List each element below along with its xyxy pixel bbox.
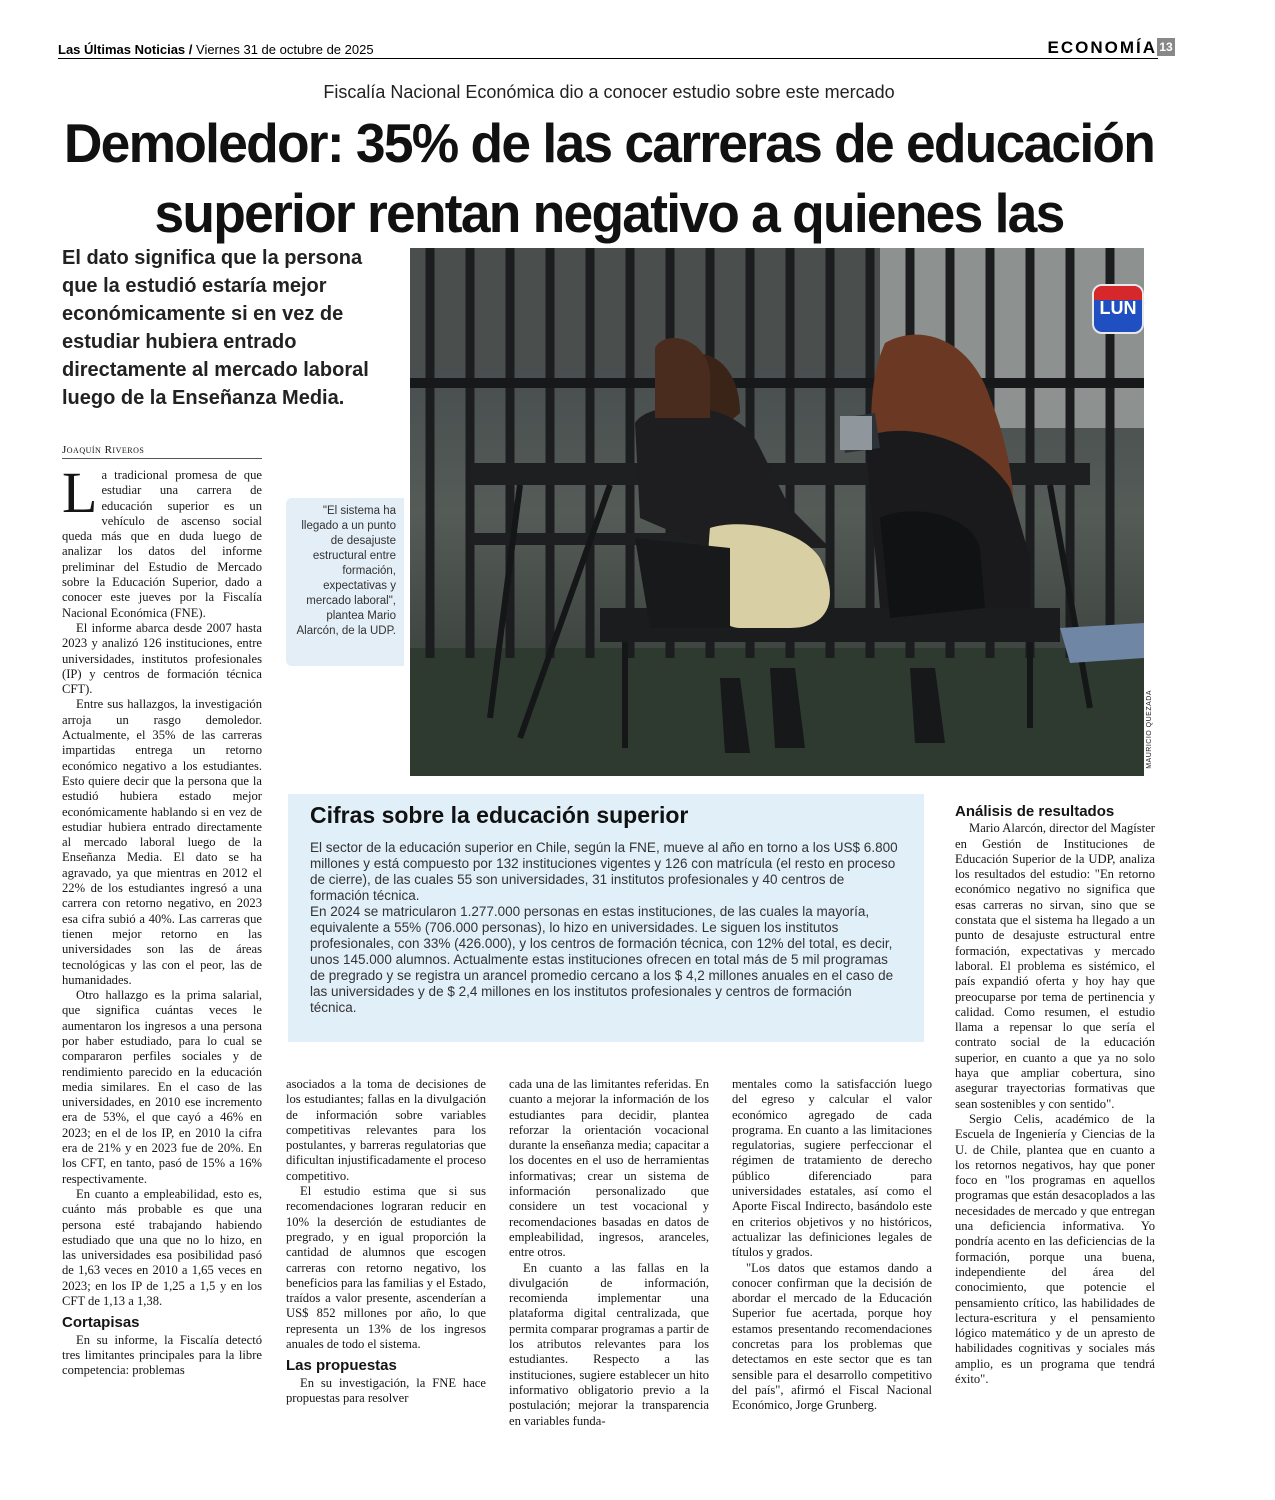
article-paragraph: En su informe, la Fiscalía detectó tres limitantes principales para la libre competencia: problemas [62,1332,262,1378]
subhead-las-propuestas: Las propuestas [286,1357,397,1375]
article-paragraph: asociados a la toma de decisiones de los estudiantes; fallas en la divulgación de información sobre variables competitivas relevantes para los postulantes, y barreras regulatorias que dificultan injustificadamente el proceso competitivo. [286,1077,486,1183]
article-paragraph: Entre sus hallazgos, la investigación arroja un rasgo demoledor. Actualmente, el 35% de las carreras impartidas entrega un retorno económico negativo a los estudiantes. Esto quiere decir que la persona que la estudió hubiera estado mejor económicamente hablando si en vez de estudiar hubiera entrado directamente al mercado laboral luego de la Enseñanza Media. El dato se ha agravado, ya que mientras en 2012 el 22% de los estudiantes ingresó a una carrera con retorno negativo, en 2023 esa cifra subió a 40%. Las carreras que tienen mejor retorno en las universidades son las de áreas tecnológicas y las con el peor, las de humanidades. [62,697,262,987]
article-paragraph: Mario Alarcón, director del Magíster en Gestión de Instituciones de Educación Superior de la UDP, analiza los resultados del estudio: "En retorno económico negativo no significa que esas carreras no sirvan, sino que se constata que el sistema ha llegado a un punto de desajuste estructural entre formación, expectativas y mercado laboral. El problema es sistémico, el país expandió oferta y hoy hay que preocuparse por tema de pertinencia y calidad. Como resumen, el estudio llama a repensar lo que sería el contrato social de la educación superior, en cuanto a que ya no solo haya que ampliar cobertura, sino asegurar trayectorias formativas que sean sostenibles y con sentido". [955,821,1155,1111]
photo-credit: MAURICIO QUEZADA [1146,690,1153,769]
lun-logo [1092,284,1144,334]
article-paragraph: En su investigación, la FNE hace propuestas para resolver [286,1375,486,1405]
standfirst: El dato significa que la persona que la estudió estaría mejor económicamente si en vez de estudiar hubiera entrado directamente al mercado laboral luego de la Enseñanza Media. [62,247,369,409]
article-column-2 [286,1077,486,1406]
section-name: ECONOMÍA [1047,38,1157,57]
article-paragraph: cada una de las limitantes referidas. En cuanto a mejorar la información de los estudiantes para decidir, plantea reforzar la orientación vocacional durante la enseñanza media; capacitar a los docentes en el uso de herramientas informativas; crear un sistema de información personalizado que considere un test vocacional y recomendaciones basadas en datos de empleabilidad, ingresos, aranceles, entre otros. [509,1077,709,1260]
article-photo [410,248,1144,776]
drop-cap: L [62,460,98,525]
subhead-analisis: Análisis de resultados [955,803,1115,820]
article-paragraph: El estudio estima que si sus recomendaciones lograran reducir en 10% la deserción de estudiantes de pregrado, y en igual proporción la cantidad de alumnos que escogen carreras con retorno negativo, los beneficios para las familias y el Estado, traídos a valor presente, ascenderían a US$ 852 millones por año, lo que representa un 13% de los ingresos anuales de todo el sistema. [286,1184,486,1352]
pull-quote: "El sistema ha llegado a un punto de desajuste estructural entre formación, expectativas y mercado laboral", plantea Mario Alarcón, de la UDP. [296,505,396,637]
article-column-1 [62,460,262,1379]
article-paragraph: Otro hallazgo es la prima salarial, que significa cuántas veces le aumentaron los ingresos a una persona por haber estudiado, para lo cual se compararon perfiles sociales y de rendimiento parecido en la educación media similares. En el caso de las universidades, en 2010 ese incremento era de 53%, el que cayó a 46% en 2023; en el de los IP, en 2010 la cifra era de 21% y en 2023 fue de 20%. En los CFT, en tanto, pasó de 15% a 16% respectivamente. [62,988,262,1186]
subhead-cortapisas: Cortapisas [62,1314,140,1332]
article-paragraph: "Los datos que estamos dando a conocer confirman que la decisión de abordar el mercado de la Educación Superior fue acertada, porque hoy estamos presentando recomendaciones concretas para los problemas que detectamos en este sector que es tan sensible para el desarrollo competitivo del país", afirmó el Fiscal Nacional Económico, Jorge Grunberg. [732,1260,932,1413]
article-paragraph: Sergio Celis, académico de la Escuela de Ingeniería y Ciencias de la U. de Chile, plantea que en cuanto a los retornos negativos, hay que poner foco en "los programas en aquellos programas que están desacoplados a las necesidades de mercado y que entregan una deficiencia informativa. Yo pondría acento en las deficiencias de la formación, porque una buena, independiente del área del conocimiento, que potencie el pensamiento crítico, las habilidades de lectura-escritura y el pensamiento lógico matemático y de un apresto de habilidades cognitivas y sociales más amplio, es un programa que tendrá éxito". [955,1111,1155,1386]
info-box-paragraph: El sector de la educación superior en Chile, según la FNE, mueve al año en torno a los US$ 6.800 millones y está compuesto por 132 instituciones vigentes y 126 con matrícula (el resto en proceso de cierre), de las cuales 55 son universidades, 31 institutos profesionales y 40 centros de formación técnica. [310,840,898,903]
info-box [288,794,924,1042]
publication-header [58,42,374,57]
byline: Joaquín Riveros [62,444,262,459]
article-column-4 [732,1077,932,1414]
pull-quote-box [286,498,404,666]
info-box-body [310,840,900,1016]
article-column-3 [509,1077,709,1429]
info-box-paragraph: En 2024 se matricularon 1.277.000 personas en estas instituciones, de las cuales la mayoría, equivalente a 55% (706.000 personas), lo hizo en universidades. Le siguen los institutos profesionales, con 33% (426.000), y los centros de formación técnica, con 12% del total, es decir, unos 145.000 alumnos. Actualmente estas instituciones ofrecen en total más de 5 mil programas de pregrado y se registra un arancel promedio cercano a los $ 4,2 millones anuales en el caso de las universidades y de $ 2,4 millones en los institutos profesionales y centros de formación técnica. [310,904,894,1015]
article-paragraph: La tradicional promesa de que estudiar una carrera de educación superior es un vehículo de ascenso social queda más que en duda luego de analizar los datos del informe preliminar del Estudio de Mercado sobre la Educación Superior, dado a conocer este jueves por la Fiscalía Nacional Económica (FNE). [62,460,262,620]
article-paragraph: En cuanto a las fallas en la divulgación de información, recomienda implementar una plataforma digital centralizada, que permita comparar programas a partir de los atributos relevantes para los estudiantes. Respecto a las instituciones, sugiere establecer un hito informativo obligatorio previo a la postulación; mejorar la transparencia en variables funda- [509,1260,709,1428]
article-paragraph: En cuanto a empleabilidad, esto es, cuánto más probable es que una persona esté trabajando habiendo estudiado que una que no lo hizo, en las universidades esa posibilidad pasó de 1,63 veces en 2010 a 1,65 veces en 2023; en los IP de 1,25 a 1,5 y en los CFT de 1,13 a 1,38. [62,1186,262,1309]
kicker: Fiscalía Nacional Económica dio a conocer estudio sobre este mercado [323,82,895,102]
lun-logo-text: LUN [1099,298,1137,318]
info-box-title: Cifras sobre la educación superior [310,802,689,828]
publication-name: Las Últimas Noticias / [58,42,193,57]
publication-date: Viernes 31 de octubre de 2025 [192,42,374,57]
article-paragraph: mentales como la satisfacción luego del egreso y calcular el valor económico agregado de cada programa. En cuanto a las limitaciones regulatorias, sugiere perfeccionar el régimen de tratamiento de derecho público diferenciado para universidades estatales, así como el Aporte Fiscal Indirecto, basándolo este en criterios objetivos y no históricos, actualizar las definiciones legales de títulos y grados. [732,1077,932,1260]
article-column-5 [955,804,1155,1387]
headline: Demoledor: 35% de las carreras de educación superior rentan negativo a quienes las [63,112,1155,244]
page-number: 13 [1157,38,1175,56]
header-rule [58,58,1158,59]
article-paragraph: El informe abarca desde 2007 hasta 2023 y analizó 126 instituciones, entre universidades, institutos profesionales (IP) y centros de formación técnica CFT). [62,620,262,697]
